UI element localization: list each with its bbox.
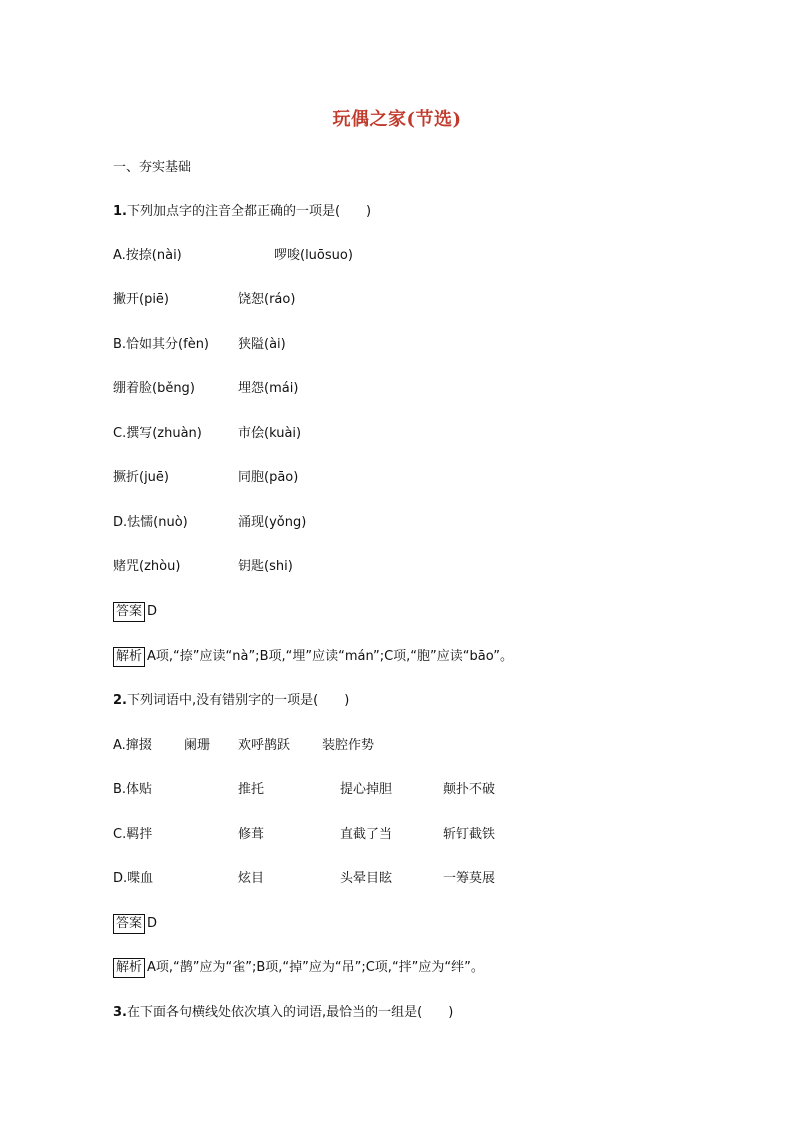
q2-answer [113,914,157,934]
analysis-tag: 解析 [113,958,145,978]
q2-option-b-word2: 推托 [238,782,265,797]
q1-option-d-word4: 钥匙(shi) [238,559,293,574]
answer-value: D [147,604,158,619]
q1-analysis [113,647,513,667]
q1-option-a-word4: 饶恕(ráo) [238,292,296,307]
q2-option-a-word3: 欢呼鹊跃 [238,738,291,753]
question-number: 3. [113,1005,127,1020]
analysis-tag: 解析 [113,647,145,667]
q2-option-b-word4: 颠扑不破 [443,782,496,797]
q2-option-d-word4: 一筹莫展 [443,871,496,886]
answer-tag: 答案 [113,914,145,934]
q1-option-b-word3: 绷着脸(běng) [113,381,195,396]
q1-option-c-word2: 市侩(kuài) [238,426,302,441]
question-1-stem [113,202,371,222]
answer-value: D [147,916,158,931]
q2-option-d-word3: 头晕目眩 [340,871,393,886]
q2-option-b-word3: 提心掉胆 [340,782,393,797]
answer-tag: 答案 [113,602,145,622]
q1-option-d-word3: 赌咒(zhòu) [113,559,181,574]
question-number: 2. [113,693,127,708]
q2-option-d-word1: D.喋血 [113,871,154,886]
q1-option-b-word1: B.恰如其分(fèn) [113,337,210,352]
q2-option-a-word2: 阑珊 [184,738,211,753]
q1-option-d-word2: 涌现(yǒng) [238,515,307,530]
question-3-stem [113,1003,453,1023]
question-2-stem [113,691,349,711]
q1-answer [113,602,157,622]
q2-option-b-word1: B.体贴 [113,782,153,797]
q1-option-a-word3: 撇开(piē) [113,292,170,307]
q2-option-a-word4: 装腔作势 [322,738,375,753]
q1-option-c-word3: 撅折(juē) [113,470,169,485]
question-text: 下列加点字的注音全都正确的一项是( ) [126,204,372,219]
q1-option-c-word1: C.撰写(zhuàn) [113,426,202,441]
q2-option-c-word4: 斩钉截铁 [443,827,496,842]
question-text: 下列词语中,没有错别字的一项是( ) [126,693,350,708]
question-text: 在下面各句横线处依次填入的词语,最恰当的一组是( ) [126,1005,454,1020]
analysis-text: A项,“捺”应读“nà”;B项,“埋”应读“mán”;C项,“胞”应读“bāo”。 [147,649,513,664]
q2-option-d-word2: 炫目 [238,871,265,886]
analysis-text: A项,“鹊”应为“雀”;B项,“掉”应为“吊”;C项,“拌”应为“绊”。 [147,960,484,975]
question-number: 1. [113,204,127,219]
q1-option-a-word2: 啰唆(luōsuo) [274,248,353,263]
q1-option-b-word4: 埋怨(mái) [238,381,299,396]
q2-option-a-word1: A.撺掇 [113,738,152,753]
q1-option-b-word2: 狭隘(ài) [238,337,286,352]
section-heading: 一、夯实基础 [113,160,192,175]
q2-option-c-word2: 修葺 [238,827,265,842]
page-title: 玩偶之家(节选) [332,109,462,130]
q2-option-c-word3: 直截了当 [340,827,393,842]
q1-option-c-word4: 同胞(pāo) [238,470,299,485]
q2-option-c-word1: C.羁拌 [113,827,153,842]
q1-option-a-word1: A.按捺(nài) [113,248,182,263]
q2-analysis [113,958,484,978]
q1-option-d-word1: D.怯懦(nuò) [113,515,188,530]
